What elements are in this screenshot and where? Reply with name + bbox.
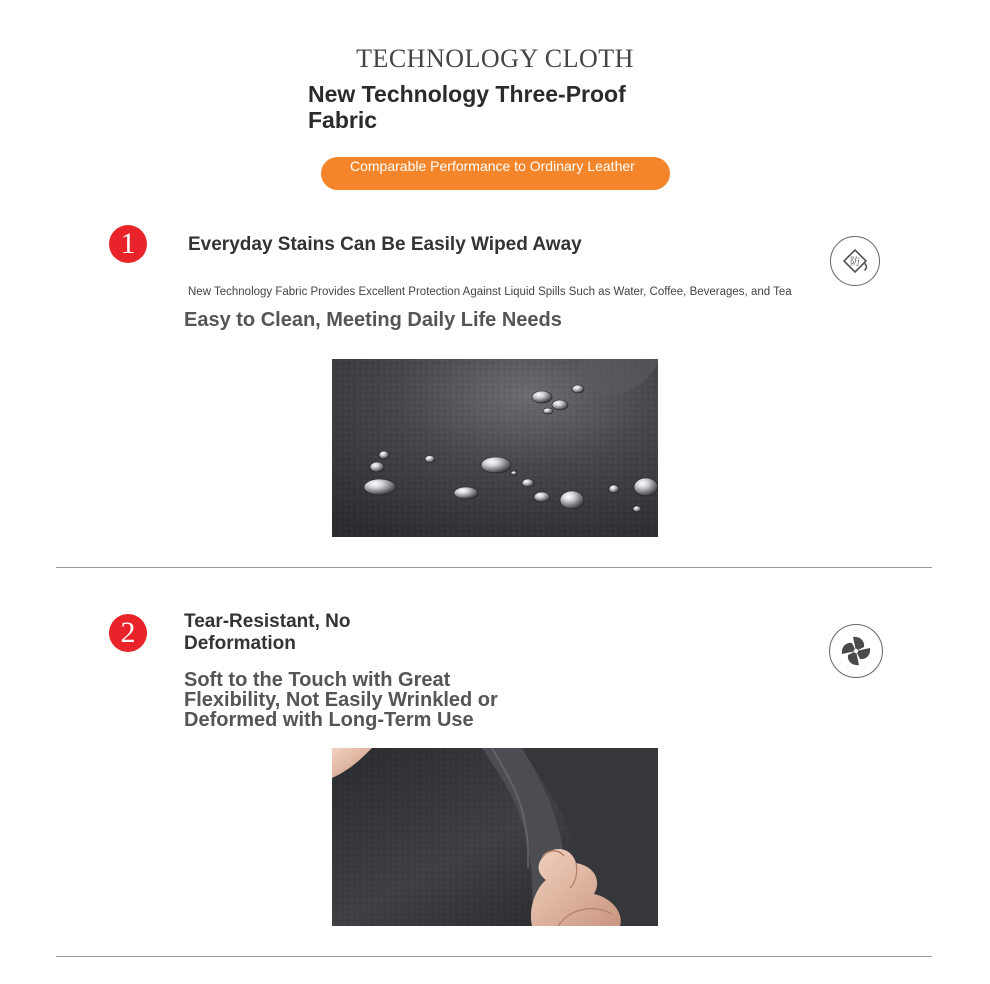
feature-lead: Soft to the Touch with Great Flexibility, Not Easily Wrinkled or Deformed with Long-Term Use — [184, 669, 498, 731]
feature-title: Tear-Resistant, No Deformation — [184, 611, 351, 654]
section-kicker: TECHNOLOGY CLOTH — [356, 44, 634, 73]
feature-detail: New Technology Fabric Provides Excellent Protection Against Liquid Spills Such as Water, Coffee, Beverages, and Tea — [188, 286, 792, 298]
water-droplets-photo — [332, 359, 658, 537]
performance-pill: Comparable Performance to Ordinary Leather — [321, 157, 670, 190]
pinwheel-icon — [829, 624, 883, 678]
section-divider — [56, 567, 932, 568]
feature-number-badge: 1 — [109, 225, 147, 263]
feature-number-badge: 2 — [109, 614, 147, 652]
feature-title: Everyday Stains Can Be Easily Wiped Away — [188, 234, 582, 255]
feature-lead: Easy to Clean, Meeting Daily Life Needs — [184, 309, 562, 331]
page-headline: New Technology Three-Proof Fabric — [308, 81, 626, 133]
section-divider — [56, 956, 932, 957]
stain-proof-icon — [830, 236, 880, 286]
svg-text:防: 防 — [850, 257, 860, 268]
hand-fabric-photo — [332, 748, 658, 926]
